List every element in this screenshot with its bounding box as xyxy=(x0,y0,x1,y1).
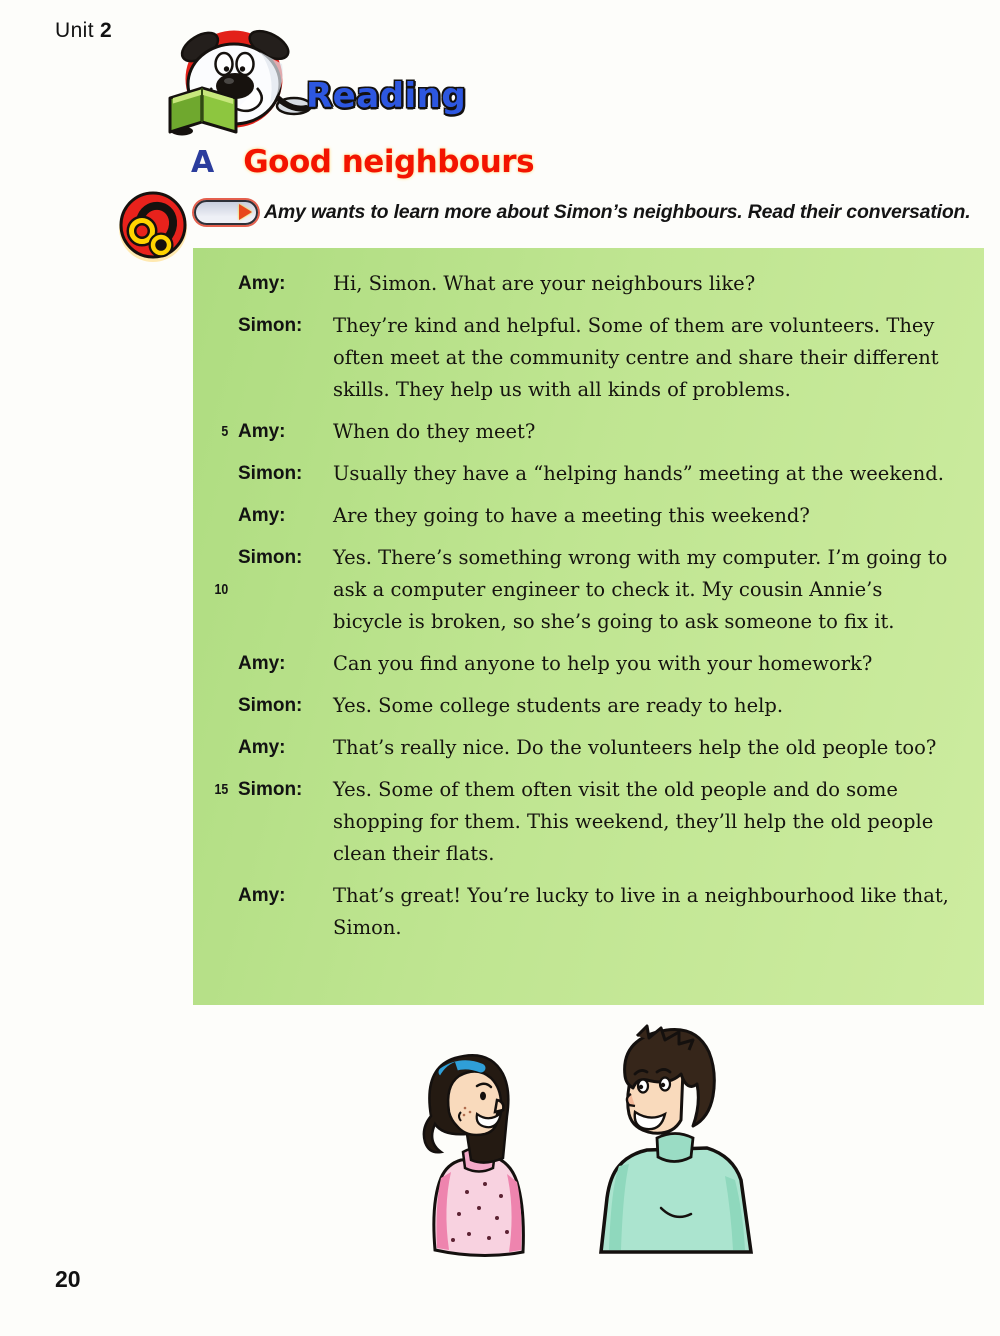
dialogue-turn xyxy=(193,542,956,638)
dialogue-turn xyxy=(193,690,956,722)
play-button xyxy=(194,200,258,225)
line-number xyxy=(201,648,238,680)
speaker-label: Simon: xyxy=(238,463,303,484)
speaker-label: Simon: xyxy=(238,779,303,800)
line-number: 5 xyxy=(221,423,229,440)
dialogue-text: Can you find anyone to help you with your homework? xyxy=(333,652,873,675)
simon-figure xyxy=(601,1026,751,1252)
page-number: 20 xyxy=(55,1266,81,1292)
dialogue-turn xyxy=(193,416,956,448)
dialogue-text: They’re kind and helpful. Some of them are volunteers. They often meet at the community centre and share their different skills. They help us with all kinds of problems. xyxy=(333,314,939,401)
line-number xyxy=(201,310,238,406)
dialogue-text: That’s great! You’re lucky to live in a neighbourhood like that, Simon. xyxy=(333,884,949,939)
speaker-label: Amy: xyxy=(238,505,286,526)
dialogue-turn xyxy=(193,648,956,680)
part-title: Good neighbours xyxy=(243,144,535,180)
dialogue-turn xyxy=(193,458,956,490)
line-number xyxy=(201,880,238,944)
dialogue-turn xyxy=(193,310,956,406)
part-letter: A xyxy=(191,145,215,180)
speaker-label: Simon: xyxy=(238,547,303,568)
amy-and-simon-talking-illustration xyxy=(385,1012,805,1272)
dialogue-text: Yes. There’s something wrong with my computer. I’m going to ask a computer engineer to check it. My cousin Annie’s bicycle is broken, so she’s going to ask someone to fix it. xyxy=(333,546,948,633)
line-number: 10 xyxy=(214,581,229,598)
unit-label xyxy=(55,19,112,43)
speaker-label: Amy: xyxy=(238,885,286,906)
dialogue-text: That’s really nice. Do the volunteers help the old people too? xyxy=(333,736,937,759)
speaker-label: Amy: xyxy=(238,653,286,674)
play-triangle-icon xyxy=(239,204,252,220)
amy-figure xyxy=(424,1055,524,1255)
speaker-label: Simon: xyxy=(238,315,303,336)
speaker-label: Amy: xyxy=(238,273,286,294)
headphones-icon xyxy=(115,188,191,264)
dialogue-turn xyxy=(193,268,956,300)
dialogue-box xyxy=(193,248,984,1005)
section-title: Reading xyxy=(306,76,467,116)
line-number xyxy=(201,690,238,722)
dialogue-text: Yes. Some college students are ready to help. xyxy=(333,694,784,717)
dialogue-text: Are they going to have a meeting this weekend? xyxy=(333,504,810,527)
dialogue-text: Hi, Simon. What are your neighbours like? xyxy=(333,272,756,295)
dog-reading-book-logo xyxy=(142,24,322,144)
dialogue-text: Yes. Some of them often visit the old people and do some shopping for them. This weekend, they’ll help the old people clean their flats. xyxy=(333,778,934,865)
dialogue-turn xyxy=(193,500,956,532)
speaker-label: Amy: xyxy=(238,737,286,758)
instruction-text: Amy wants to learn more about Simon’s neighbours. Read their conversation. xyxy=(264,201,971,223)
speaker-label: Amy: xyxy=(238,421,286,442)
dialogue-turn xyxy=(193,774,956,870)
dialogue-text: Usually they have a “helping hands” meeting at the weekend. xyxy=(333,462,944,485)
line-number xyxy=(201,500,238,532)
line-number xyxy=(201,458,238,490)
dialogue-turn xyxy=(193,880,956,944)
speaker-label: Simon: xyxy=(238,695,303,716)
line-number: 15 xyxy=(214,781,229,798)
dialogue-turn xyxy=(193,732,956,764)
line-number xyxy=(201,268,238,300)
unit-word: Unit xyxy=(55,19,94,42)
dialogue-text: When do they meet? xyxy=(333,420,536,443)
part-heading xyxy=(191,144,534,180)
line-number xyxy=(201,732,238,764)
unit-number: 2 xyxy=(99,19,113,42)
